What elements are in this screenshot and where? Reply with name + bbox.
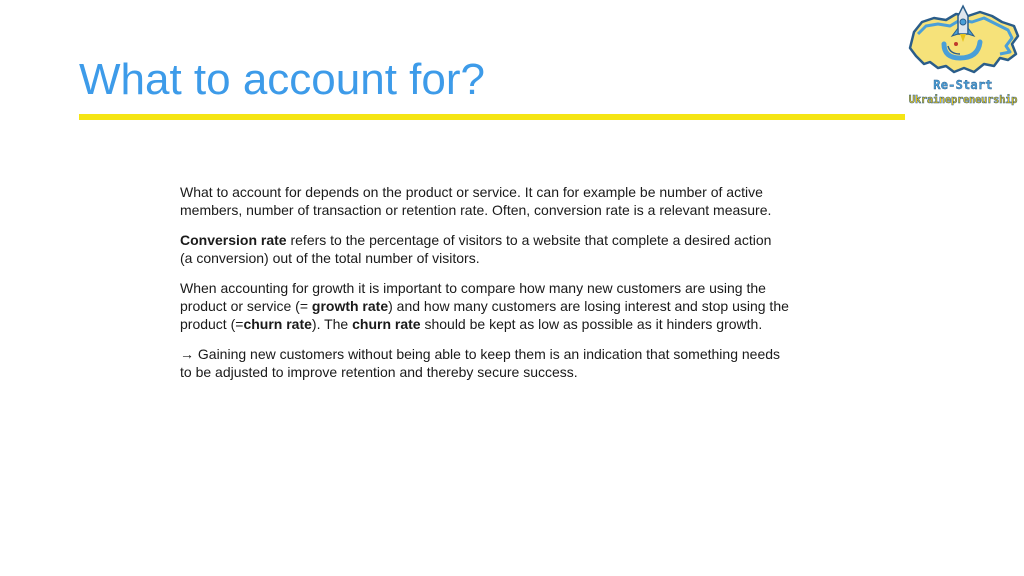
paragraph-intro xyxy=(180,183,792,219)
growth-text-d: should be kept as low as possible as it hinders growth. xyxy=(420,316,763,332)
title-underline xyxy=(79,114,905,120)
paragraph-conversion-rate xyxy=(180,231,792,267)
intro-text: What to account for depends on the product or service. It can for example be number of active members, number of transaction or retention rate. Often, conversion rate is a relevant measure. xyxy=(180,184,772,218)
conclusion-text: Gaining new customers without being able to keep them is an indication that something needs to be adjusted to improve retention and thereby secure success. xyxy=(180,346,781,380)
term-growth-rate: growth rate xyxy=(311,298,389,314)
ukraine-map-rocket-icon xyxy=(904,2,1022,82)
re-start-logo xyxy=(904,2,1022,114)
paragraph-conclusion xyxy=(180,345,792,381)
growth-text-c: ). The xyxy=(311,316,353,332)
growth-text-b: ) and how many customers are losing interest and stop using the product (= xyxy=(180,298,789,332)
conversion-text-a: refers to the percentage of visitors to a website that complete a desired action xyxy=(286,232,772,248)
conversion-text-b: (a conversion) out of the total number of visitors. xyxy=(180,250,480,266)
term-churn-rate-2: churn rate xyxy=(352,316,421,332)
paragraph-growth xyxy=(180,279,792,333)
term-conversion-rate: Conversion rate xyxy=(180,232,287,248)
logo-text-restart: Re-Start xyxy=(933,78,993,92)
term-churn-rate: churn rate xyxy=(243,316,312,332)
arrow-right-icon: → xyxy=(180,346,194,362)
growth-text-a: When accounting for growth it is important to compare how many new customers are using the product or service (= xyxy=(180,280,766,314)
slide-title: What to account for? xyxy=(79,55,485,104)
body-text xyxy=(180,183,792,393)
logo-text-ukrainepreneurship: Ukrainepreneurship xyxy=(908,94,1018,106)
